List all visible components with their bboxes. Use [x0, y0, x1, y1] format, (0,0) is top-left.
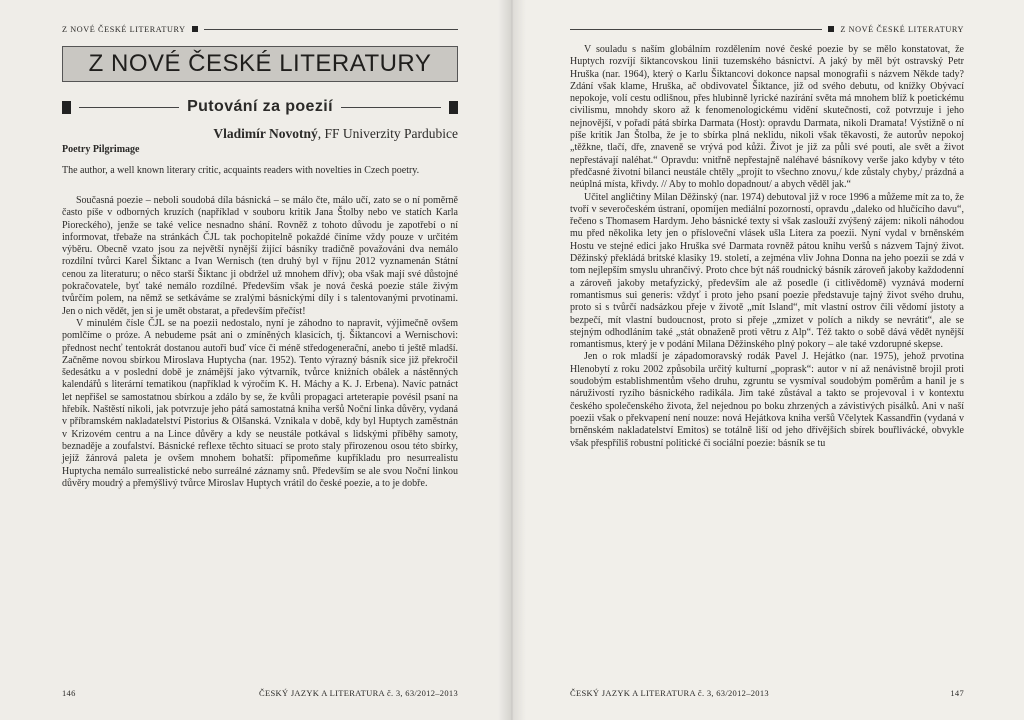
- square-bullet-icon: [828, 26, 834, 32]
- header-rule: [570, 29, 822, 30]
- abstract: The author, a well known literary critic, acquaints readers with novelties in Czech poetry.: [62, 165, 420, 176]
- header-rule: [204, 29, 458, 30]
- square-bullet-icon: [449, 101, 458, 114]
- page-number: 147: [950, 688, 964, 698]
- author-line: [62, 126, 458, 142]
- running-head-text: Z NOVÉ ČESKÉ LITERATURY: [62, 24, 186, 34]
- author-affiliation: , FF Univerzity Pardubice: [317, 126, 458, 141]
- section-banner: [62, 46, 458, 82]
- article-title-row: [62, 98, 458, 116]
- running-head-text: Z NOVÉ ČESKÉ LITERATURY: [840, 24, 964, 34]
- journal-footer: ČESKÝ JAZYK A LITERATURA č. 3, 63/2012–2013: [259, 688, 458, 698]
- article-body-left: [62, 195, 458, 490]
- running-head-left: [62, 22, 458, 36]
- right-page: [512, 0, 1024, 720]
- square-bullet-icon: [62, 101, 71, 114]
- article-body-right: [570, 44, 964, 450]
- english-title: Poetry Pilgrimage: [62, 144, 140, 155]
- title-rule: [341, 107, 441, 108]
- article-title: Putování za poezií: [187, 98, 333, 115]
- paragraph: Jen o rok mladší je západomoravský rodák Pavel J. Hejátko (nar. 1975), jehož prvotina Hlenobytí z roku 2002 způsobila určitý kulturní „poprask“: autor v ní až nenávistně brojil proti soudobým establishmentům všeho druhu, zgruntu se vysmíval soudobým poměrům a hanil je s náruživostí ryzího básnického radikála. Jim také zůstával a takto se projevoval i v kontextu českého společenského života, žel nejednou po boku zhrzených a závistivých pisálků. Ani v naší poezii však o překvapení není nouze: nová Hejátkova kniha veršů Včelytek Kassandřin (vydaná v brněnském nakladatelství Emitos) se totálně liší od jeho dřívějších sbírek bouřlivácké, obvykle však přespříliš robustní politické či sociální poezie: básník se tu: [570, 351, 964, 449]
- paragraph: V souladu s naším globálním rozdělením nové české poezie by se mělo konstatovat, že Huptych rozvíjí šiktancovskou linii tuzemského básnictví. A jaký by měl být ostravský Petr Hruška (nar. 1964), který o Karlu Šiktancovi dokonce napsal monografii s názvem Někde tady? Zdání však klame, Hruška, ač obdivovatel Šiktance, již od svého debutu, od knížky Obývací nepokoje, volí cestu odlišnou, přes hlubinně lyrické nazírání světa má mnohem blíž k poetickému civilismu, mnohdy skoro až k fenomenologickému vidění skutečnosti, což potvrzuje i jeho nejnovější, v pořadí pátá sbírka Darmata (Host): opravdu Darmata, nikoli Dramata! Výstižně o ní píše kritik Jan Štolba, že je to sbírka plná neklidu, nikoli však těkavosti, že autorův nepokoj „těžkne, tlačí, dře, znaveně se vrývá pod kůži. Život je již za půli své pouti, ale svět a život nepřestávají naléhat.“ Opravdu: vnitřně nepřestajně naléhavé básníkovy verše jako kdyby v této předčasné životní bilanci neustále chtěly „projít to všechno znovu,/ kde zůstaly chyby,/ prázdná a neúplná místa, křivdy. // Aby to mohlo dopadnout/ a abych věděl jak.“: [570, 44, 964, 191]
- paragraph: V minulém čísle ČJL se na poezii nedostalo, nyní je záhodno to napravit, výjimečně ovšem pomlčíme o próze. A nebudeme psát ani o zmíněných klasicích, tj. Šiktancovi a Wernischovi: přednost nechť tentokrát dostanou autoři buď více či méně středogenerační, anebo ti ještě mladší. Začněme novou sbírkou Miroslava Huptycha (nar. 1952). Tento výrazný básník sice již překročil šedesátku a v poslední době je známější jako výtvarník, tvůrce kniżních obálek a nástěnných kalendářů s literární tematikou (například k výročím K. H. Máchy a K. J. Erbena). Navíc patnáct let nepřišel se samostatnou sbírkou a zdálo by se, že kvůli propagaci arteterapie povésil psaní na hřebík. Naštěstí nikoli, jak potvrzuje jeho pátá samostatná kniha veršů Noční linka důvěry, vydaná v příbramském nakladatelství Pistorius & Olšanská. Vznikala v době, kdy byl Huptych zaměstnán v Krizovém centru a na Lince důvěry a kdy se neustále potkával s lidskými příběhy samoty, beznaděje a zoufalství. Básnické reflexe těchto situací se proto staly přirozenou osou této sbírky, jejíž žánrová paleta je ovšem mnohem bohatší: připomeňme kupříkladu pro nesurrealistu Huptycha nemálo surrealistické nebo surreálné záznamy snů. Především se ale svou Noční linkou důvěry moudrý a přemýšlivý tvůrce Miroslav Huptych vrátil do české poezie, a to je dobře.: [62, 317, 458, 489]
- journal-footer: ČESKÝ JAZYK A LITERATURA č. 3, 63/2012–2013: [570, 688, 769, 698]
- page-number: 146: [62, 688, 76, 698]
- banner-text: Z NOVÉ ČESKÉ LITERATURY: [88, 50, 432, 77]
- paragraph: Současná poezie – neboli soudobá díla básnická – se málo čte, málo učí, zato se o ní poměrně často píše v odborných kruzích (například v souboru kritik Jana Štolby nebo ve statích Karla Pioreckého), jenže se také velice nesnadno shání. Rovněž z tohoto důvodu je zapotřebí o ní informovat, třebaže na stránkách ČJL tak pochopitelně pokaždé činíme vždy pouze v určitém výběru. Obecně vzato jsou za největší nynější žijící básníky tradičně považováni dva nemálo rozdílní tvůrci Karel Šiktanc a Ivan Wernisch (ten druhý byl v říjnu 2012 vyznamenán Státní cenou za literaturu; o něco starší Šiktanc ji obdržel už mnohem dřív); oba však mají své důstojné pokračovatele, byť také nemálo rozdílné. Především však je nová česká poezie stále živým tvůrčím polem, na němž se setkáváme se zralými básnickými díly i s talentovanými prvotinami. Jen o nich vědět, jen si je umět obstarat, a především přečíst!: [62, 195, 458, 317]
- running-head-right: [570, 22, 964, 36]
- title-rule: [79, 107, 179, 108]
- author-name: Vladimír Novotný: [213, 126, 318, 141]
- square-bullet-icon: [192, 26, 198, 32]
- paragraph: Učitel angličtiny Milan Děžinský (nar. 1974) debutoval již v roce 1996 a můžeme mít za to, že tvoří v severočeském ústraní, opomíjen mediální pozorností, opravdu „daleko od hlučícího davu“, řečeno s Thomasem Hardym. Jeho básnické texty si však zaslouží zvýšený zájem: nikoli náhodou mu před několika lety jen o přísloveční vlásek ušla Litera za poezii. Nyní vydal v brněnském Hostu ve stejné edici jako Hruška své Darmata rovněž pátou knihu veršů s názvem Tajný život. Děžinský překládá britské klasiky 19. století, a zejména vliv Johna Donna na jeho poezii se zdá v tom nejlepším smyslu uhrančivý. Proto chce být náš roudnický básník zároveň jakoby každodenní a zároveň jakoby metafyzický, především ale až posedle (i citlivědomě) vyznává moderní romantismus sui generis: vždyť i proto jeho psaní poezie představuje tajný život svého druhu, proto si s tvůrčí nadsázkou přeje v životě „mít Island“, mít vlastní ostrov čili vědomí jistoty a bezpečí, mít vlastní budoucnost, proto si přeje „zmizet v polích a nikdy se nevrátit“, ale se stejným odhodláním také „stát obnaženě proti větru z Alp“. Též takto o sobě dává vědět nynější romantismus, který je v podání Milana Děžinského plný pokory – ale také vzdorupné skepse.: [570, 191, 964, 351]
